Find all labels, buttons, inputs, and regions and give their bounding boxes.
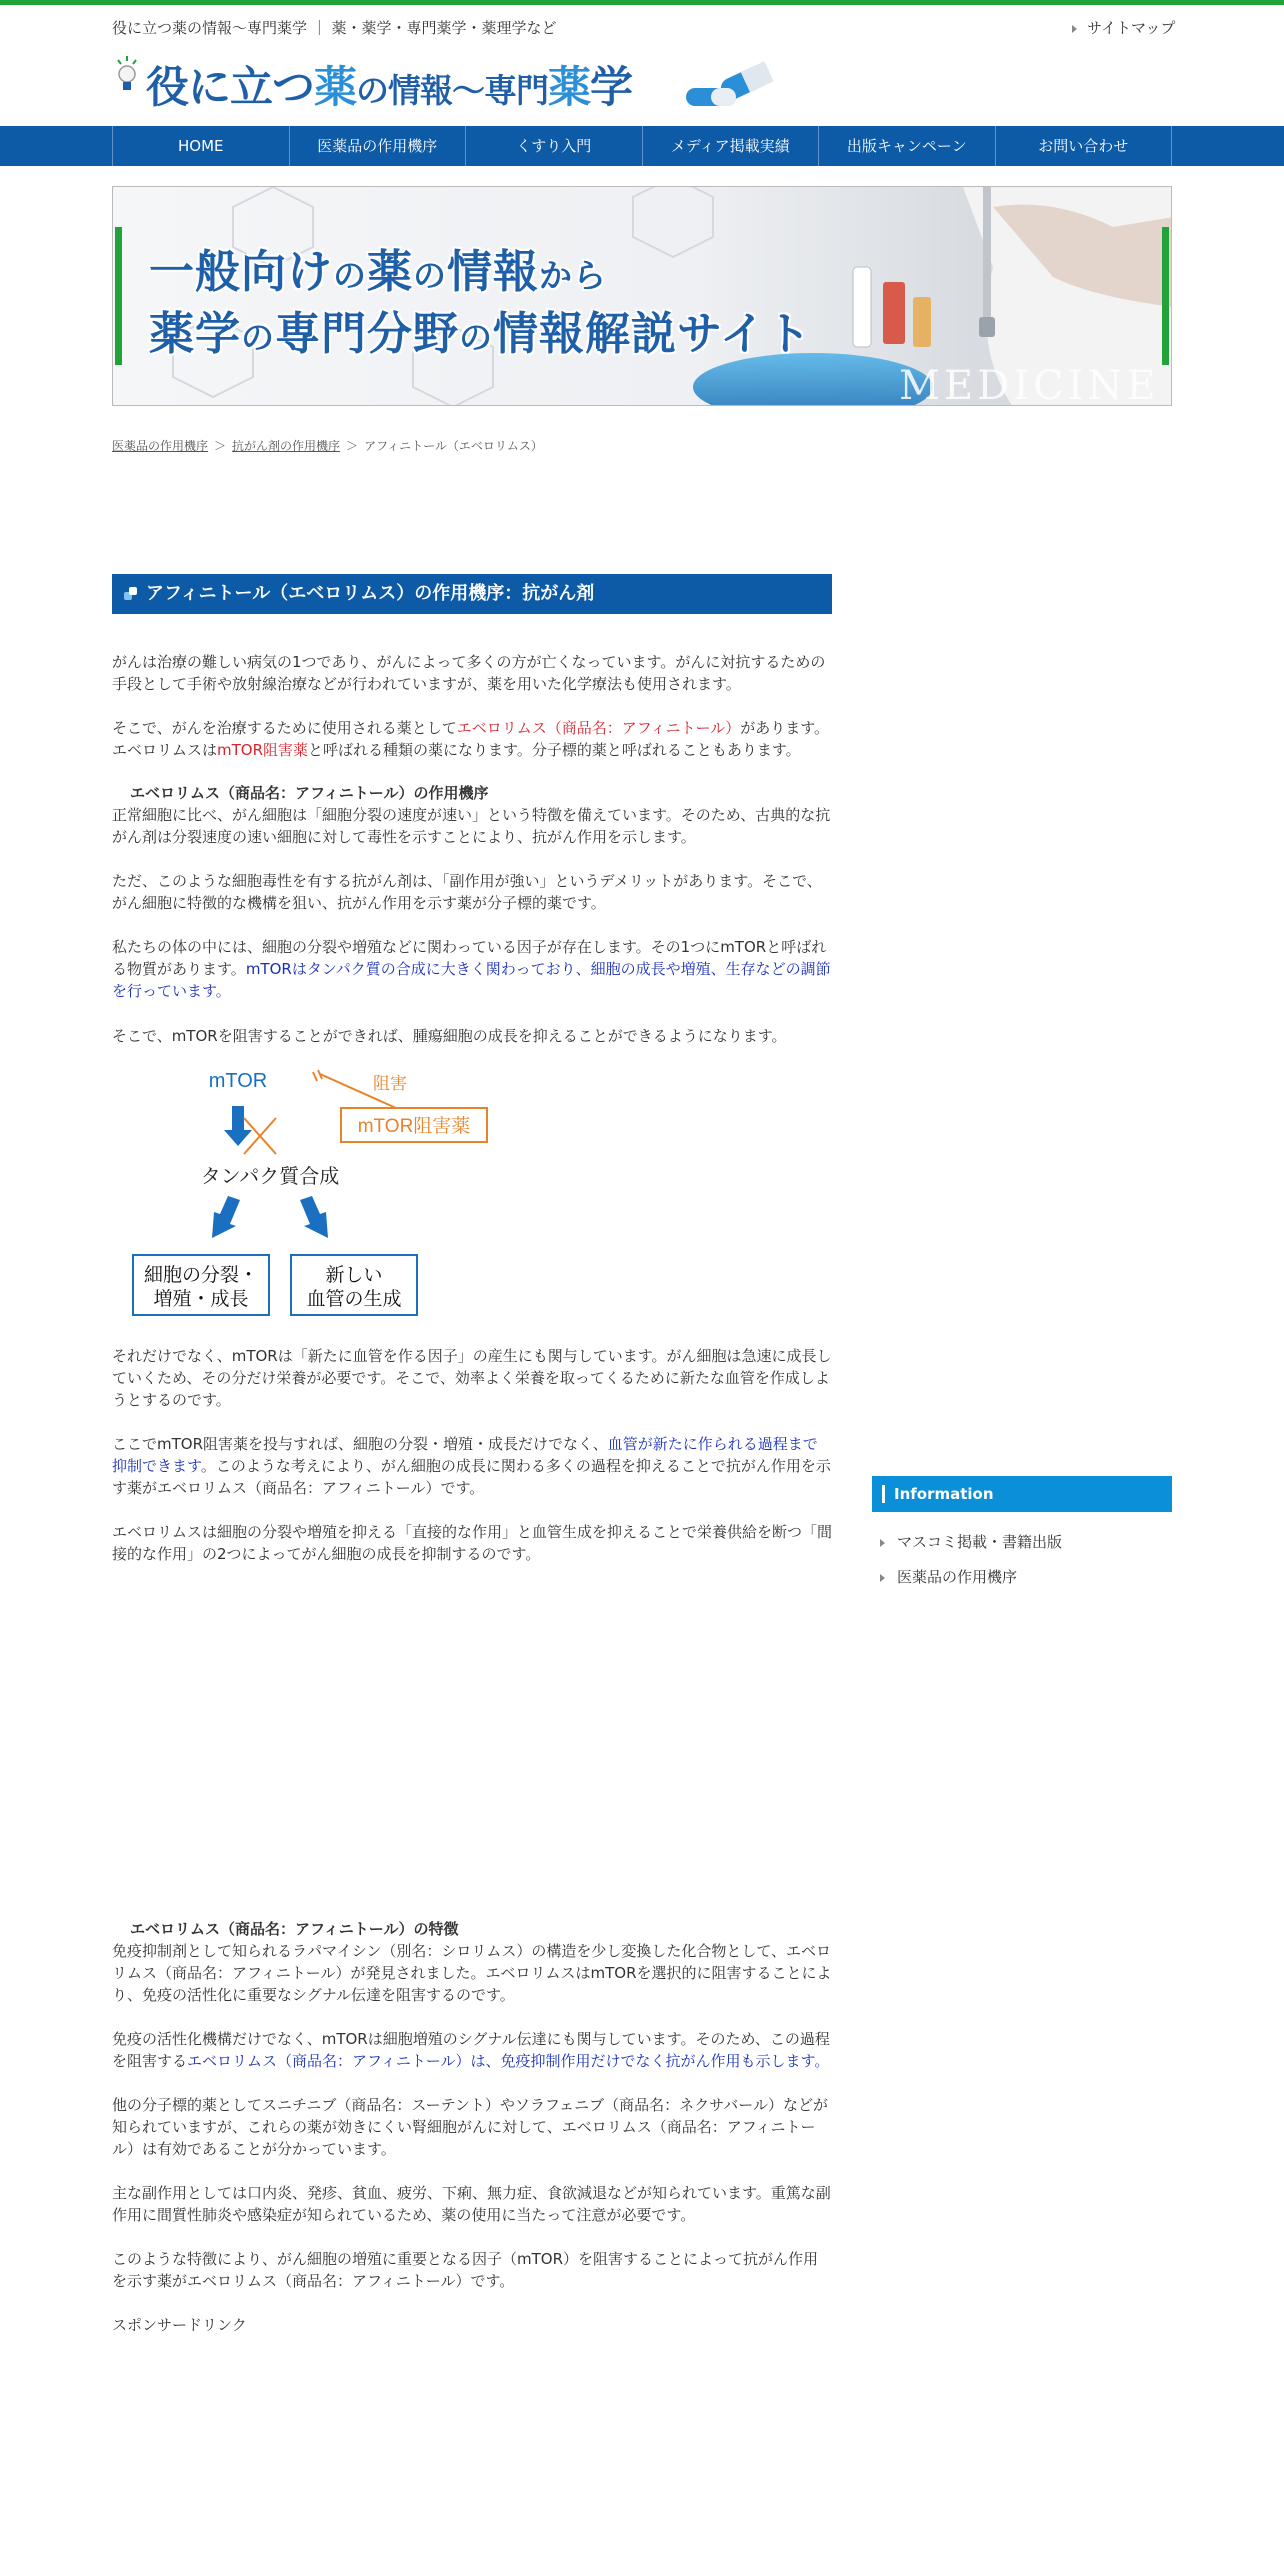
main-nav (0, 126, 1284, 166)
article-paragraph: このような特徴により、がん細胞の増殖に重要となる因子（mTOR）を阻害することによって抗がん作用を示す薬がエベロリムス（商品名：アフィニトール）です。 (112, 2250, 819, 2290)
sidebar-item-label: マスコミ掲載・書籍出版 (897, 1533, 1063, 1551)
breadcrumb-current: アフィニトール（エベロリムス） (364, 439, 543, 453)
logo-part: 薬 (548, 63, 590, 113)
sitemap-label: サイトマップ (1087, 19, 1176, 37)
diagram-box1-line2: 増殖・成長 (153, 1289, 249, 1310)
page-title (112, 574, 832, 614)
banner-text: から (539, 256, 608, 295)
diagram-box1-line1: 細胞の分裂・ (143, 1265, 259, 1286)
inhibit-bar (313, 1072, 317, 1081)
site-logo[interactable] (112, 48, 780, 114)
arrow-head (224, 1130, 252, 1146)
sitemap-link[interactable] (1072, 17, 1175, 38)
article-paragraph: ただ、このような細胞毒性を有する抗がん剤は、「副作用が強い」というデメリットがあります。そこで、がん細胞に特徴的な機構を狙い、抗がん作用を示す薬が分子標的薬です。 (112, 872, 822, 912)
triangle-right-icon (880, 1574, 885, 1582)
sidebar-heading (872, 1476, 1172, 1512)
diagram-mtor-label: mTOR (208, 1070, 268, 1092)
highlight-red: mTOR阻害薬 (217, 741, 309, 759)
diagram-protein-label: タンパク質合成 (200, 1166, 340, 1188)
article-paragraph: がんは治療の難しい病気の1つであり、がんによって多くの方が亡くなっています。がんに対抗するための手段として手術や放射線治療などが行われていますが、薬を用いた化学療法も使用されます。 (112, 653, 826, 693)
logo-part: の情報～専門 (356, 71, 548, 110)
top-accent-bar (0, 0, 1284, 5)
banner-text: の (241, 318, 276, 357)
sidebar-item-media[interactable] (880, 1531, 1062, 1552)
sidebar-heading-text: Information (894, 1485, 994, 1503)
banner-text: 情報解説サイト (493, 307, 812, 360)
banner-heading-line1 (149, 235, 607, 300)
lightbulb-icon (116, 56, 138, 96)
link-chain-icon (124, 587, 138, 601)
banner-text: 専門分野 (275, 307, 460, 360)
banner-text: 一般向け (149, 245, 334, 298)
banner-accent-left (115, 227, 122, 365)
nav-item-home[interactable]: HOME (113, 126, 290, 166)
breadcrumb-separator: ＞ (346, 439, 359, 453)
logo-part: 薬 (314, 63, 356, 113)
article-paragraph: そこで、mTORを阻害することができれば、腫瘍細胞の成長を抑えることができるようになります。 (112, 1027, 787, 1045)
logo-part: 役に立つ (146, 63, 314, 113)
sponsored-link-label: スポンサードリンク (112, 2316, 247, 2334)
article-paragraph: 他の分子標的薬としてスニチニブ（商品名：スーテント）やソラフェニブ（商品名：ネクサバール）などが知られていますが、これらの薬が効きにくい腎細胞がんに対して、エベロリムス（商品名：アフィニトール）は有効であることが分かっています。 (112, 2096, 828, 2158)
banner-accent-right (1162, 227, 1169, 365)
banner-watermark: MEDICINE (899, 363, 1160, 406)
text-run: ここでmTOR阻害薬を投与すれば、細胞の分裂・増殖・成長だけでなく、 (112, 1435, 608, 1453)
article-paragraph: エベロリムスは細胞の分裂や増殖を抑える「直接的な作用」と血管生成を抑えることで栄養供給を断つ「間接的な作用」の2つによってがん細胞の成長を抑制するのです。 (112, 1523, 833, 1563)
page-title-text: アフィニトール（エベロリムス）の作用機序：抗がん剤 (146, 583, 595, 604)
hero-banner (112, 186, 1172, 406)
banner-heading-line2 (149, 297, 812, 362)
section-heading: エベロリムス（商品名：アフィニトール）の作用機序 (130, 784, 489, 802)
text-run: 。このような考えにより、がん細胞の成長に関わる多くの過程を抑えることで抗がん作用を示す薬がエベロリムス（商品名：アフィニトール）です。 (112, 1457, 831, 1497)
article-paragraph: 正常細胞に比べ、がん細胞は「細胞分裂の速度が速い」という特徴を備えています。そのため、古典的な抗がん剤は分裂速度の速い細胞に対して毒性を示すことにより、抗がん作用を示します。 (112, 806, 831, 846)
text-run: 免疫の活性化機構だけでなく、mTORは細胞増殖のシグナル伝達にも関与しています。そのため、この過程を阻害する (112, 2030, 830, 2070)
triangle-right-icon (1072, 25, 1077, 33)
article-paragraph: 免疫抑制剤として知られるラパマイシン（別名：シロリムス）の構造を少し変換した化合物として、エベロリムス（商品名：アフィニトール）が発見されました。エベロリムスはmTORを選択的に阻害することにより、免疫の活性化に重要なシグナル伝達を阻害するのです。 (112, 1942, 832, 2004)
arrow-down-left-icon (212, 1196, 240, 1238)
article-paragraph (112, 1433, 832, 1499)
diagram-inhibit-label: 阻害 (373, 1074, 407, 1093)
breadcrumb (112, 437, 543, 454)
text-run: と呼ばれる種類の薬になります。分子標的薬と呼ばれることもあります。 (308, 741, 801, 759)
article-paragraph: それだけでなく、mTORは「新たに血管を作る因子」の産生にも関与しています。がん細胞は急速に成長していくため、その分だけ栄養が必要です。そこで、効率よく栄養を取ってくるために新たな血管を作成しようとするのです。 (112, 1347, 832, 1409)
text-run: そこで、がんを治療するために使用される薬として (112, 719, 457, 737)
mtor-mechanism-diagram (112, 1062, 512, 1324)
arrow-down-icon (232, 1106, 244, 1132)
logo-text (146, 54, 632, 115)
nav-item-media[interactable]: メディア掲載実績 (643, 126, 820, 166)
article-paragraph (112, 936, 832, 1002)
article-paragraph (112, 717, 832, 761)
banner-text: 薬学 (149, 307, 242, 360)
sidebar-item-mechanism[interactable] (880, 1566, 1017, 1587)
breadcrumb-separator: ＞ (214, 439, 227, 453)
highlight-blue: エベロリムス（商品名：アフィニトール）は、免疫抑制作用だけでなく抗がん作用も示します。 (187, 2052, 830, 2070)
diagram-inhibitor-label: mTOR阻害薬 (357, 1116, 471, 1137)
banner-text: の (333, 256, 368, 295)
highlight-blue: 血管が新たに作られる過程まで抑制できます (112, 1435, 818, 1475)
nav-item-publishing[interactable]: 出版キャンペーン (819, 126, 996, 166)
heading-marker (882, 1485, 885, 1503)
logo-part: 学 (590, 63, 632, 113)
highlight-blue: mTORはタンパク質の合成に大きく関わっており、細胞の成長や増殖、生存などの調節を行っています。 (112, 960, 831, 1000)
nav-item-mechanism[interactable]: 医薬品の作用機序 (290, 126, 467, 166)
banner-text: 薬 (367, 245, 414, 298)
banner-text: 情報 (447, 245, 540, 298)
capsule-pills-icon (684, 58, 780, 110)
highlight-red: エベロリムス（商品名：アフィニトール） (456, 719, 741, 737)
nav-item-intro[interactable]: くすり入門 (466, 126, 643, 166)
article-paragraph (112, 2028, 832, 2072)
text-run: 私たちの体の中には、細胞の分裂や増殖などに関わっている因子が存在します。その1つにmTORと呼ばれる物質があります。 (112, 938, 827, 978)
section-heading: エベロリムス（商品名：アフィニトール）の特徴 (130, 1920, 459, 1938)
diagram-box2-line1: 新しい (325, 1265, 383, 1286)
site-tagline: 役に立つ薬の情報～専門薬学 ｜ 薬・薬学・専門薬学・薬理学など (112, 19, 557, 37)
banner-text: の (413, 256, 448, 295)
text-run: があります。エベロリムスは (112, 719, 830, 759)
breadcrumb-link-anticancer[interactable]: 抗がん剤の作用機序 (232, 439, 341, 453)
diagram-box2-line2: 血管の生成 (306, 1289, 402, 1310)
banner-text: の (459, 318, 494, 357)
breadcrumb-link-mechanism[interactable]: 医薬品の作用機序 (112, 439, 209, 453)
nav-item-contact[interactable]: お問い合わせ (996, 126, 1173, 166)
sidebar-item-label: 医薬品の作用機序 (897, 1568, 1018, 1586)
article-paragraph: 主な副作用としては口内炎、発疹、貧血、疲労、下痢、無力症、食欲減退などが知られています。重篤な副作用に間質性肺炎や感染症が知られているため、薬の使用に当たって注意が必要です。 (112, 2184, 831, 2224)
triangle-right-icon (880, 1539, 885, 1547)
arrow-down-right-icon (300, 1196, 328, 1238)
